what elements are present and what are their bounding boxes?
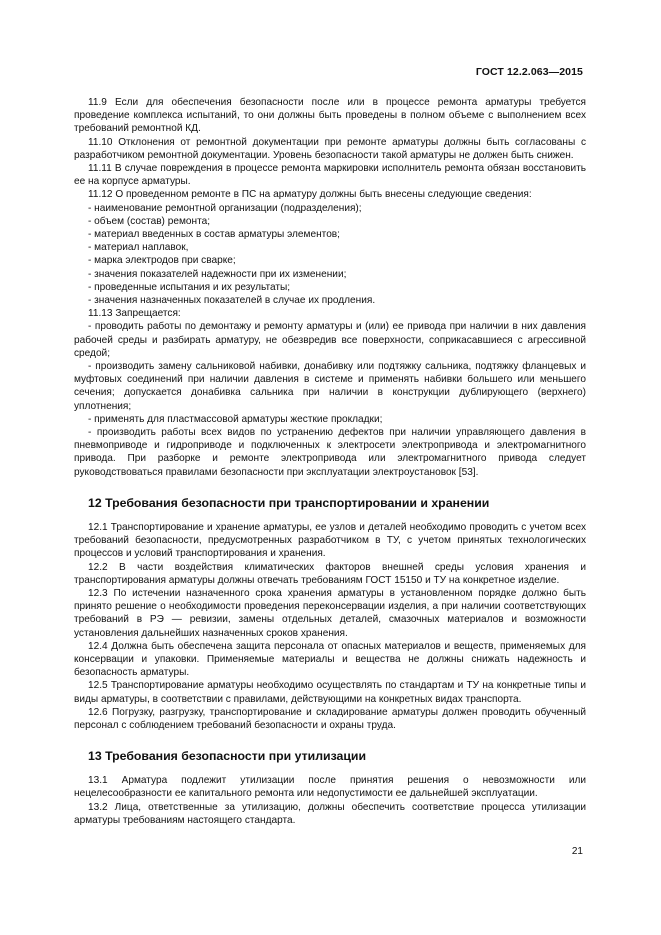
list-item: - значения назначенных показателей в случае их продления. (88, 295, 376, 307)
paragraph-13-2: 13.2 Лица, ответственные за утилизацию, должны обеспечить соответствие процесса утилизации арматуры требованиям настоящего стандарта. (74, 801, 586, 826)
paragraph-11-12: 11.12 О проведенном ремонте в ПС на арматуру должны быть внесены следующие сведения: (88, 189, 532, 201)
paragraph-12-1: 12.1 Транспортирование и хранение арматуры, ее узлов и деталей необходимо проводить с учетом всех требований безопасности, предусмотренных разработчиком в ТУ, с учетом принятых технологических процессов и условий транспортирования и хранения. (74, 521, 586, 560)
list-item: - значения показателей надежности при их изменении; (88, 268, 347, 280)
list-item: - объем (состав) ремонта; (88, 215, 211, 227)
paragraph-11-9: 11.9 Если для обеспечения безопасности после или в процессе ремонта арматуры требуется проведение комплекса испытаний, то они должны быть проведены в полном объеме с выполнением всех требований ремонтной КД. (74, 97, 586, 135)
paragraph-12-5: 12.5 Транспортирование арматуры необходимо осуществлять по стандартам и ТУ на конкретные типы и виды арматуры, в соответствии с правилами, действующими на конкретных видах транспорта. (74, 680, 586, 705)
list-item: - проведенные испытания и их результаты; (88, 281, 291, 293)
paragraph-11-11: 11.11 В случае повреждения в процессе ремонта маркировки исполнитель ремонта обязан восстановить ее на корпусе арматуры. (74, 163, 586, 188)
list-item: - производить замену сальниковой набивки, донабивку или подтяжку сальника, подтяжку фланцевых и муфтовых соединений при наличии давления в системе и применять набивки большего или меньшего сечения; допускается донабивка сальника при наличии в конструкции дублирующего (верхнего) уплотнения; (74, 361, 586, 412)
page-number: 21 (571, 846, 583, 857)
list-item: - марка электродов при сварке; (88, 255, 236, 267)
list-item: - наименование ремонтной организации (подразделения); (88, 202, 362, 214)
section-12-heading: 12 Требования безопасности при транспортировании и хранении (88, 495, 490, 510)
list-11-13 (74, 320, 586, 478)
list-item: - применять для пластмассовой арматуры жесткие прокладки; (88, 413, 383, 425)
document-header-id: ГОСТ 12.2.063—2015 (475, 66, 583, 78)
paragraph-12-4: 12.4 Должна быть обеспечена защита персонала от опасных материалов и веществ, применяемых для консервации и упаковки. Применяемые материалы и вещества не должны снижать надежность и безопасность арматуры. (74, 640, 586, 679)
paragraph-12-3: 12.3 По истечении назначенного срока хранения арматуры в установленном порядке должно быть принято решение о необходимости проведения переконсервации изделия, а при наличии соответствующих требований в РЭ — ревизии, замены отдельных деталей, смазочных материалов и возможности установления дальнейших назначенных сроков хранения. (74, 587, 586, 639)
list-item: - производить работы всех видов по устранению дефектов при наличии управляющего давления в пневмоприводе и гидроприводе и подключенных к электросети электропривода и электромагнитного привода. При разборке и ремонте электропривода или электромагнитного привода следует руководствоваться правилами безопасности при эксплуатации электроустановок [53]. (74, 427, 586, 478)
list-item: - материал введенных в состав арматуры элементов; (88, 229, 340, 241)
paragraph-13-1: 13.1 Арматура подлежит утилизации после принятия решения о невозможности или нецелесообразности ее капитального ремонта или недопустимости ее дальнейшей эксплуатации. (74, 775, 586, 800)
list-11-12 (74, 202, 586, 308)
document-body (74, 96, 586, 827)
list-item: - проводить работы по демонтажу и ремонту арматуры и (или) ее привода при наличии в них давления рабочей среды и разбирать арматуру, не обезвредив все поверхности, соприкасавшиеся с агрессивной средой; (74, 321, 586, 359)
paragraph-12-6: 12.6 Погрузку, разгрузку, транспортирование и складирование арматуры должен проводить обученный персонал с соблюдением требований безопасности и охраны труда. (74, 706, 586, 731)
paragraph-11-13: 11.13 Запрещается: (88, 308, 181, 320)
section-13-heading: 13 Требования безопасности при утилизации (88, 749, 367, 764)
paragraph-12-2: 12.2 В части воздействия климатических факторов внешней среды условия хранения и транспортирования арматуры должны отвечать требованиям ГОСТ 15150 и ТУ на конкретное изделие. (74, 561, 586, 586)
paragraph-11-10: 11.10 Отклонения от ремонтной документации при ремонте арматуры должны быть согласованы с разработчиком ремонтной документации. Уровень безопасности такой арматуры не должен быть снижен. (74, 136, 586, 161)
list-item: - материал наплавок, (88, 242, 189, 254)
